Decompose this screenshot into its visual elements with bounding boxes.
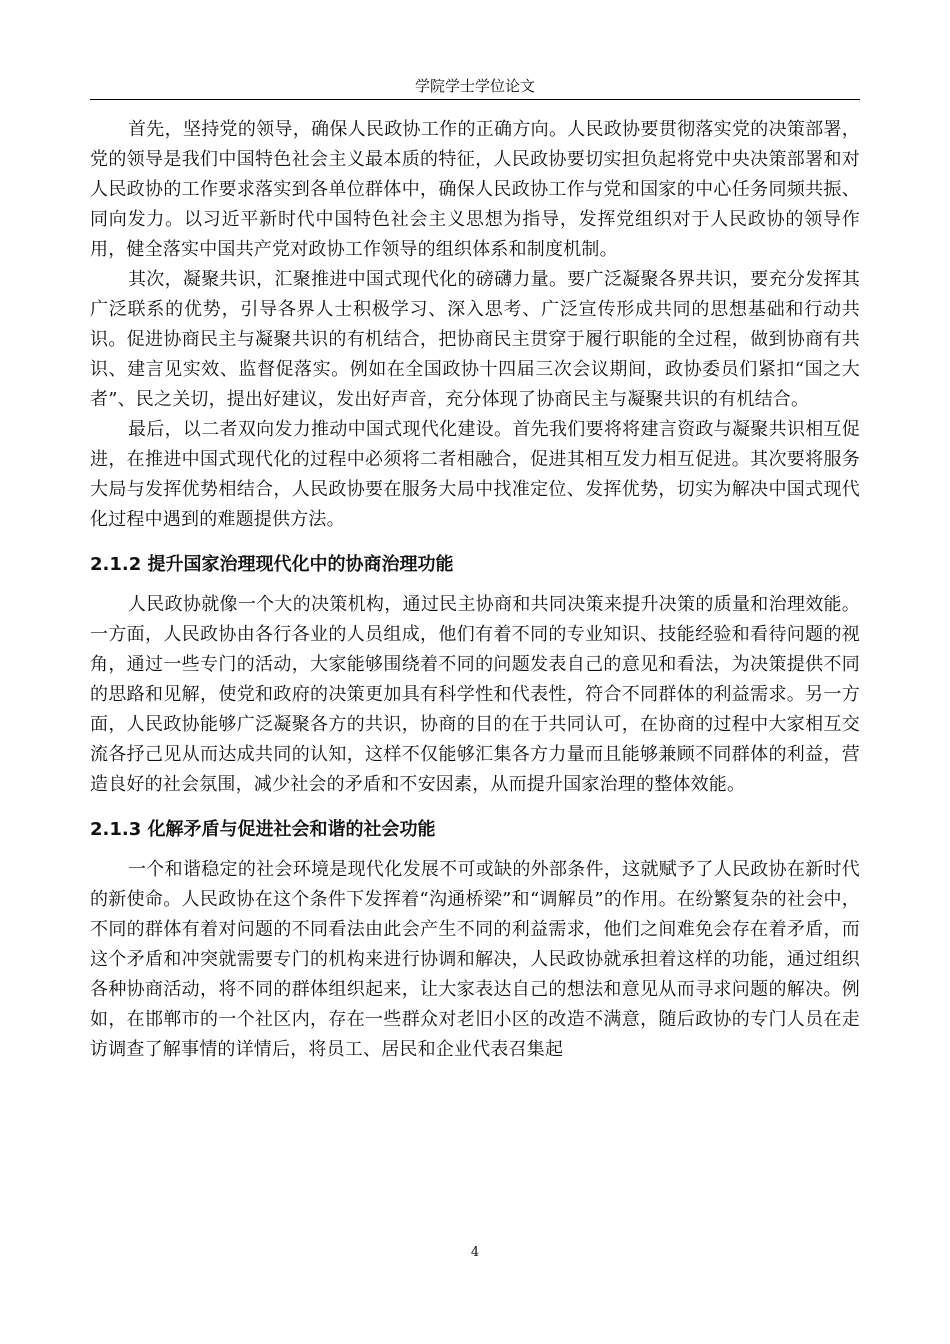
paragraph: 人民政协就像一个大的决策机构，通过民主协商和共同决策来提升决策的质量和治理效能。一方面，人民政协由各行各业的人员组成，他们有着不同的专业知识、技能经验和看待问题的视角，通过一些专门的活动，大家能够围绕着不同的问题发表自己的意见和看法，为决策提供不同的思路和见解，使党和政府的决策更加具有科学性和代表性，符合不同群体的利益需求。另一方面，人民政协能够广泛凝聚各方的共识，协商的目的在于共同认可，在协商的过程中大家相互交流各抒己见从而达成共同的认知，这样不仅能够汇集各方力量而且能够兼顾不同群体的利益，营造良好的社会氛围，减少社会的矛盾和不安因素，从而提升国家治理的整体效能。 <box>90 594 860 795</box>
section-heading: 2.1.2 提升国家治理现代化中的协商治理功能 <box>90 554 454 575</box>
paragraph: 其次，凝聚共识，汇聚推进中国式现代化的磅礴力量。要广泛凝聚各界共识，要充分发挥其广泛联系的优势，引导各界人士积极学习、深入思考、广泛宣传形成共同的思想基础和行动共识。促进协商民主与凝聚共识的有机结合，把协商民主贯穿于履行职能的全过程，做到协商有共识、建言见实效、监督促落实。例如在全国政协十四届三次会议期间，政协委员们紧扣“国之大者”、民之关切，提出好建议，发出好声音，充分体现了协商民主与凝聚共识的有机结合。 <box>90 269 860 410</box>
header-rule <box>90 99 860 100</box>
paragraph: 一个和谐稳定的社会环境是现代化发展不可或缺的外部条件，这就赋予了人民政协在新时代的新使命。人民政协在这个条件下发挥着“沟通桥梁”和“调解员”的作用。在纷繁复杂的社会中，不同的群体有着对问题的不同看法由此会产生不同的利益需求，他们之间难免会存在着矛盾，而这个矛盾和冲突就需要专门的机构来进行协调和解决，人民政协就承担着这样的功能，通过组织各种协商活动，将不同的群体组织起来，让大家表达自己的想法和意见从而寻求问题的解决。例如，在邯郸市的一个社区内，存在一些群众对老旧小区的改造不满意，随后政协的专门人员在走访调查了解事情的详情后，将员工、居民和企业代表召集起 <box>90 859 860 1060</box>
running-header: 学院学士学位论文 <box>414 77 535 95</box>
paragraph: 最后，以二者双向发力推动中国式现代化建设。首先我们要将将建言资政与凝聚共识相互促进，在推进中国式现代化的过程中必须将二者相融合，促进其相互发力相互促进。其次要将服务大局与发挥优势相结合，人民政协要在服务大局中找准定位、发挥优势，切实为解决中国式现代化过程中遇到的难题提供方法。 <box>90 419 860 530</box>
page-number: 4 <box>470 1245 480 1260</box>
section-heading: 2.1.3 化解矛盾与促进社会和谐的社会功能 <box>90 819 436 840</box>
page-body <box>90 115 860 1065</box>
paragraph: 首先，坚持党的领导，确保人民政协工作的正确方向。人民政协要贯彻落实党的决策部署，党的领导是我们中国特色社会主义最本质的特征，人民政协要切实担负起将党中央决策部署和对人民政协的工作要求落实到各单位群体中，确保人民政协工作与党和国家的中心任务同频共振、同向发力。以习近平新时代中国特色社会主义思想为指导，发挥党组织对于人民政协的领导作用，健全落实中国共产党对政协工作领导的组织体系和制度机制。 <box>90 119 860 260</box>
